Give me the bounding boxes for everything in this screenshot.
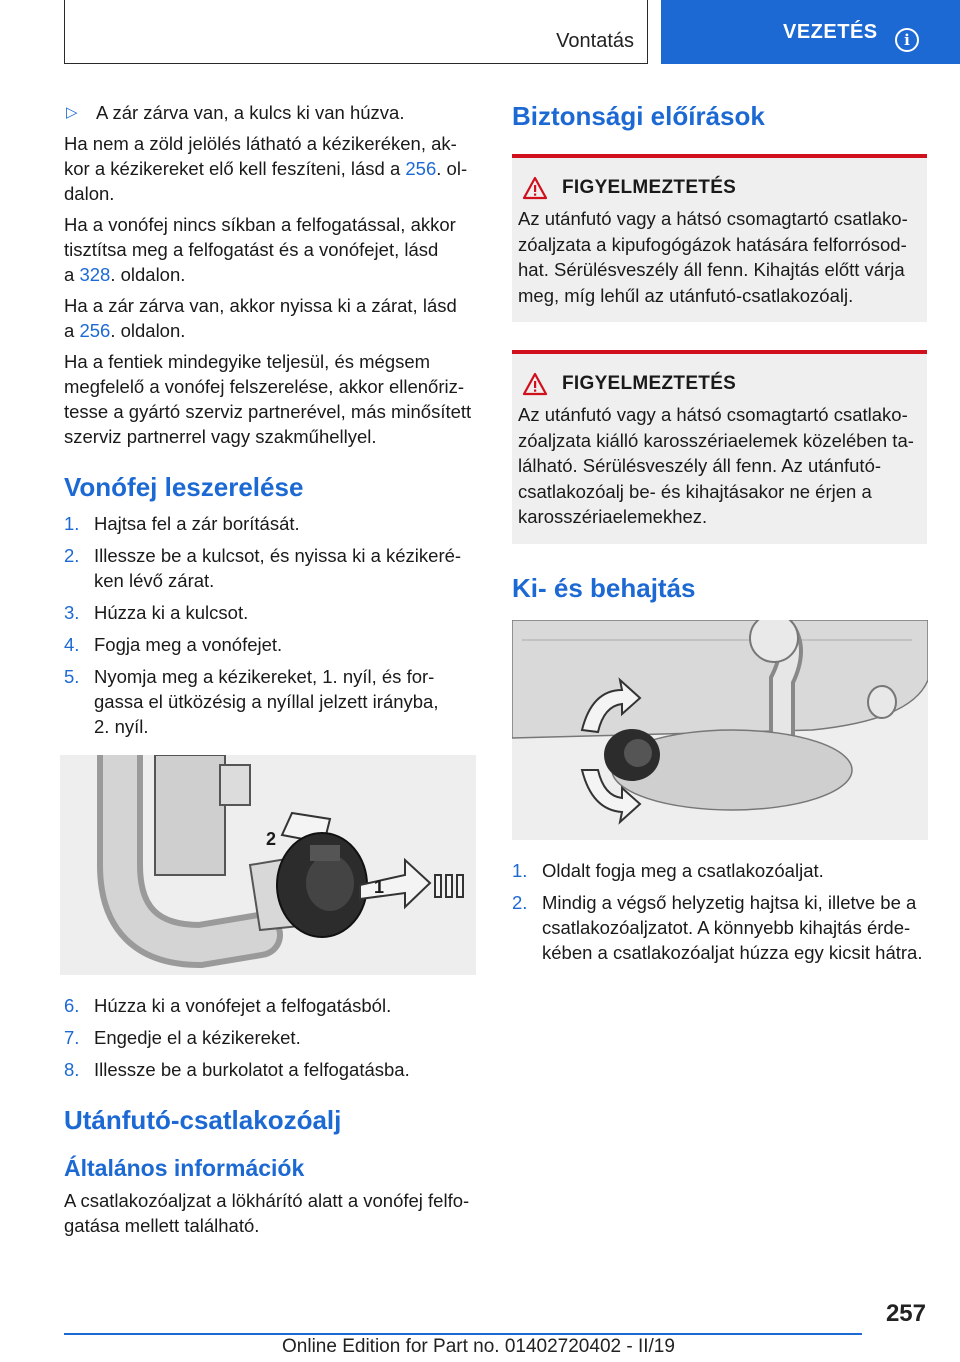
warning-title (518, 176, 921, 200)
step-number: 8. (64, 1059, 80, 1080)
left-column (64, 100, 476, 1244)
page-link[interactable]: 256 (79, 320, 111, 341)
step-text: Fogja meg a vonófejet. (94, 634, 283, 655)
steps-list-removal (64, 511, 476, 739)
paragraph-lock (64, 293, 476, 343)
step-text: Illessze be a kulcsot, és nyissa ki a kézikeré- ken lévő zárat. (94, 545, 462, 591)
warning-text: Az utánfutó vagy a hátsó csomagtartó csatlako- zóaljzata kiálló karosszériaelemek közelében ta- lálható. Sérülésveszély áll fenn. Az utánfutó- csatlakozóalj be- és kihajtásakor ne érjen a karosszériaelemekhez. (518, 404, 914, 527)
right-column (512, 100, 927, 972)
paragraph-service: Ha a fentiek mindegyike teljesül, és mégsem megfelelő a vonófej felszerelése, akkor ellenőriz- tesse a gyártó szerviz partnerével, más minősített szerviz partnerrel vagy szakműhellyel. (64, 351, 472, 447)
list-item (64, 1057, 476, 1082)
step-number: 2. (64, 545, 80, 566)
heading-tow-removal: Vonófej leszerelése (64, 472, 304, 502)
paragraph-general-info: A csatlakozóaljzat a lökhárító alatt a vonófej felfo- gatása mellett található. (64, 1190, 470, 1236)
step-number: 6. (64, 995, 80, 1016)
warning-title (518, 372, 921, 396)
info-icon[interactable]: i (895, 28, 919, 52)
warning-title-text: FIGYELMEZTETÉS (562, 373, 737, 394)
step-text: Húzza ki a kulcsot. (94, 602, 249, 623)
step-text: Nyomja meg a kézikereket, 1. nyíl, és for- gassa el ütközésig a nyíllal jelzett irányba, 2. nyíl. (94, 666, 439, 737)
step-text: Oldalt fogja meg a csatlakozóaljat. (542, 859, 824, 881)
heading-general-info: Általános információk (64, 1155, 305, 1181)
condition-item (64, 100, 476, 125)
paragraph-text: Ha nem a zöld jelölés látható a kézikeréken, ak- kor a kézikereket elő kell feszíteni, lásd a (64, 133, 457, 179)
socket-drawing (512, 620, 928, 840)
tow-ball-illustration (60, 755, 476, 975)
step-number: 2. (512, 891, 528, 913)
header-section-title: Vontatás (556, 30, 634, 52)
paragraph-text: . oldalon. (110, 264, 186, 285)
header-chapter-label: VEZETÉS (783, 20, 878, 43)
step-text: Húzza ki a vonófejet a felfogatásból. (94, 995, 392, 1016)
step-text: Engedje el a kézikereket. (94, 1027, 301, 1048)
step-text: Mindig a végső helyzetig hajtsa ki, illetve be a csatlakozóaljzatot. A könnyebb kihajtás érde- kében a csatlakozóaljat húzza egy kicsit hátra. (542, 891, 923, 963)
list-item (512, 890, 927, 965)
steps-list-fold (512, 858, 927, 965)
list-item (64, 600, 476, 625)
steps-list-removal-continued (64, 993, 476, 1082)
condition-text: A zár zárva van, a kulcs ki van húzva. (96, 102, 405, 123)
step-number: 7. (64, 1027, 80, 1048)
step-number: 1. (64, 513, 80, 534)
paragraph-text: . ol- dalon. (64, 158, 468, 204)
step-number: 1. (512, 859, 528, 881)
footer-divider (64, 1333, 862, 1335)
paragraph-text: Ha a vonófej nincs síkban a felfogatással, akkor tisztítsa meg a felfogatást és a vonófejet, lásd a (64, 214, 456, 285)
list-item (64, 543, 476, 593)
triangle-bullet-icon: ▷ (66, 104, 78, 121)
figure-label-arrow-2: 2 (266, 829, 277, 849)
heading-safety: Biztonsági előírások (512, 101, 765, 131)
warning-triangle-icon (522, 372, 548, 396)
list-item (64, 993, 476, 1018)
page-link[interactable]: 328 (79, 264, 111, 285)
step-text: Hajtsa fel a zár borítását. (94, 513, 300, 534)
step-number: 3. (64, 602, 80, 623)
list-item (64, 632, 476, 657)
figure-label-arrow-1: 1 (374, 877, 385, 897)
warning-box (512, 154, 927, 322)
page-number: 257 (885, 1300, 926, 1327)
warning-box (512, 350, 927, 544)
page-link[interactable]: 256 (405, 158, 437, 179)
paragraph-green-mark (64, 131, 476, 206)
warning-text: Az utánfutó vagy a hátsó csomagtartó csatlako- zóaljzata a kipufogógázok hatására felforrósod- hat. Sérülésveszély áll fenn. Kihajtás előtt várja meg, míg lehűl az utánfutó-csatlakozóalj. (518, 208, 908, 306)
list-item (64, 511, 476, 536)
list-item (64, 1025, 476, 1050)
list-item (64, 664, 476, 739)
step-number: 5. (64, 666, 80, 687)
socket-illustration (512, 620, 928, 840)
heading-fold-out: Ki- és behajtás (512, 572, 696, 603)
paragraph-text: Ha a zár zárva van, akkor nyissa ki a zárat, lásd a (64, 295, 457, 341)
step-number: 4. (64, 634, 80, 655)
paragraph-cleaning (64, 212, 476, 287)
tow-ball-drawing (60, 755, 476, 975)
list-item (512, 858, 927, 883)
heading-trailer-socket: Utánfutó-csatlakozóalj (64, 1105, 342, 1135)
warning-title-text: FIGYELMEZTETÉS (562, 177, 737, 198)
warning-triangle-icon (522, 176, 548, 200)
footer-edition: Online Edition for Part no. 01402720402 - II/19 (282, 1336, 675, 1357)
paragraph-text: . oldalon. (110, 320, 186, 341)
step-text: Illessze be a burkolatot a felfogatásba. (94, 1059, 410, 1080)
